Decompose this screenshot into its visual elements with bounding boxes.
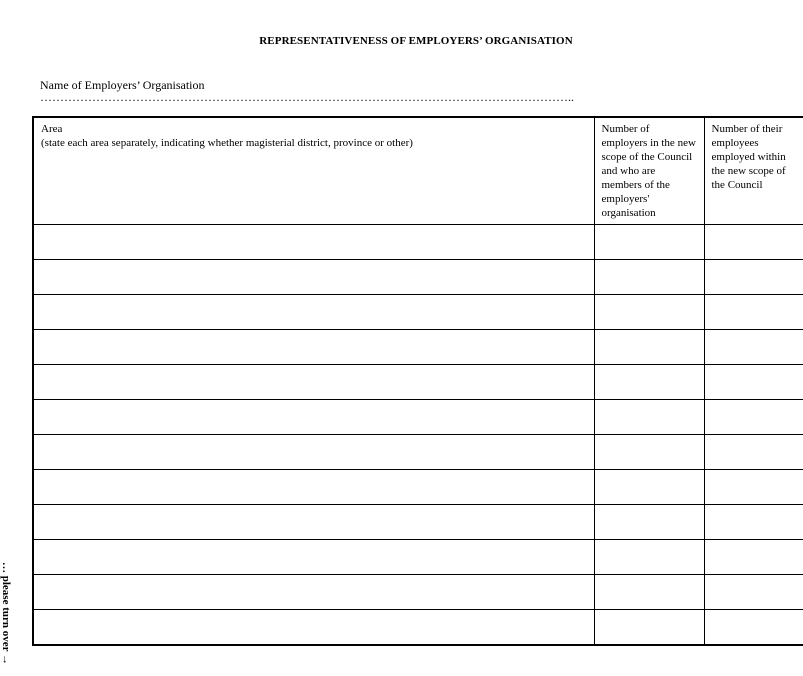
employers-count-cell[interactable] (594, 400, 704, 435)
employees-count-cell[interactable] (704, 435, 803, 470)
employers-count-cell[interactable] (594, 330, 704, 365)
employees-count-cell[interactable] (704, 295, 803, 330)
header-area (33, 117, 594, 225)
employees-count-cell[interactable] (704, 225, 803, 260)
table-row (33, 400, 803, 435)
area-cell[interactable] (33, 260, 594, 295)
table-row (33, 435, 803, 470)
employers-count-cell[interactable] (594, 540, 704, 575)
employees-count-cell[interactable] (704, 575, 803, 610)
area-cell[interactable] (33, 400, 594, 435)
area-cell[interactable] (33, 295, 594, 330)
employees-count-cell[interactable] (704, 400, 803, 435)
employers-count-cell[interactable] (594, 295, 704, 330)
table-row (33, 470, 803, 505)
header-number-of-employees: Number of their employees employed within the new scope of the Council (704, 117, 803, 225)
org-name-label: Name of Employers’ Organisation (40, 78, 205, 92)
employers-count-cell[interactable] (594, 365, 704, 400)
employees-count-cell[interactable] (704, 260, 803, 295)
employees-count-cell[interactable] (704, 365, 803, 400)
area-cell[interactable] (33, 435, 594, 470)
employers-count-cell[interactable] (594, 575, 704, 610)
table-row (33, 610, 803, 645)
employees-count-cell[interactable] (704, 505, 803, 540)
org-name-field[interactable]: …………………………………………………………………………………………………………………….. (40, 90, 574, 104)
area-cell[interactable] (33, 575, 594, 610)
area-cell[interactable] (33, 225, 594, 260)
please-turn-over-text: … please turn over → (0, 562, 12, 666)
table-row (33, 295, 803, 330)
header-area-title: Area (41, 123, 63, 135)
representativeness-table (32, 116, 803, 646)
area-cell[interactable] (33, 365, 594, 400)
table-row (33, 260, 803, 295)
table-row (33, 225, 803, 260)
employees-count-cell[interactable] (704, 540, 803, 575)
area-cell[interactable] (33, 330, 594, 365)
header-number-of-employers: Number of employers in the new scope of the Council and who are members of the employers' organisation (594, 117, 704, 225)
table-row (33, 505, 803, 540)
area-cell[interactable] (33, 540, 594, 575)
document-title: REPRESENTATIVENESS OF EMPLOYERS’ ORGANISATION (259, 35, 573, 47)
employers-count-cell[interactable] (594, 610, 704, 645)
employers-count-cell[interactable] (594, 435, 704, 470)
area-cell[interactable] (33, 505, 594, 540)
employers-count-cell[interactable] (594, 225, 704, 260)
employees-count-cell[interactable] (704, 610, 803, 645)
table-row (33, 365, 803, 400)
table-row (33, 575, 803, 610)
area-cell[interactable] (33, 470, 594, 505)
table-row (33, 540, 803, 575)
area-cell[interactable] (33, 610, 594, 645)
header-area-instructions: (state each area separately, indicating whether magisterial district, province or other) (41, 137, 413, 149)
table-row (33, 330, 803, 365)
employers-count-cell[interactable] (594, 470, 704, 505)
employers-count-cell[interactable] (594, 505, 704, 540)
employers-count-cell[interactable] (594, 260, 704, 295)
table-header-row (33, 117, 803, 225)
employees-count-cell[interactable] (704, 470, 803, 505)
employees-count-cell[interactable] (704, 330, 803, 365)
